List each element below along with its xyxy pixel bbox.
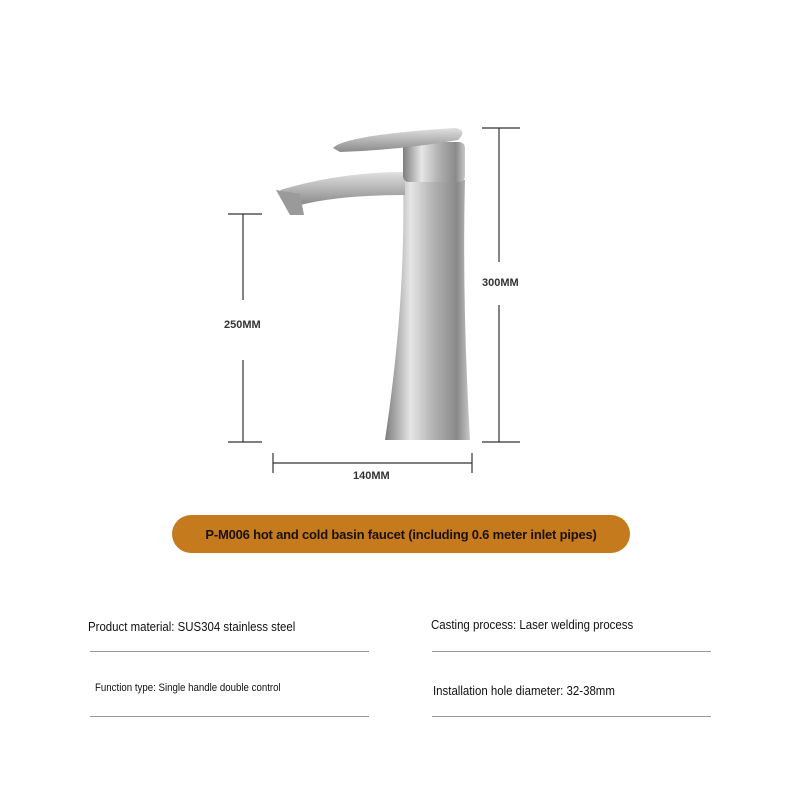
reach-label: 140MM [353, 470, 390, 482]
spec-casting: Casting process: Laser welding process [431, 617, 634, 632]
spec-hole-diameter: Installation hole diameter: 32-38mm [433, 683, 615, 698]
spec-material: Product material: SUS304 stainless steel [88, 619, 296, 634]
spec-function: Function type: Single handle double control [95, 682, 281, 694]
divider [432, 716, 711, 717]
spout-height-label: 250MM [224, 319, 261, 331]
divider [90, 716, 369, 717]
total-height-label: 300MM [482, 277, 519, 289]
product-title: P-M006 hot and cold basin faucet (including 0.6 meter inlet pipes) [205, 526, 597, 542]
divider [90, 651, 369, 652]
faucet-body [276, 128, 470, 440]
divider [432, 651, 711, 652]
product-title-banner [172, 515, 630, 553]
